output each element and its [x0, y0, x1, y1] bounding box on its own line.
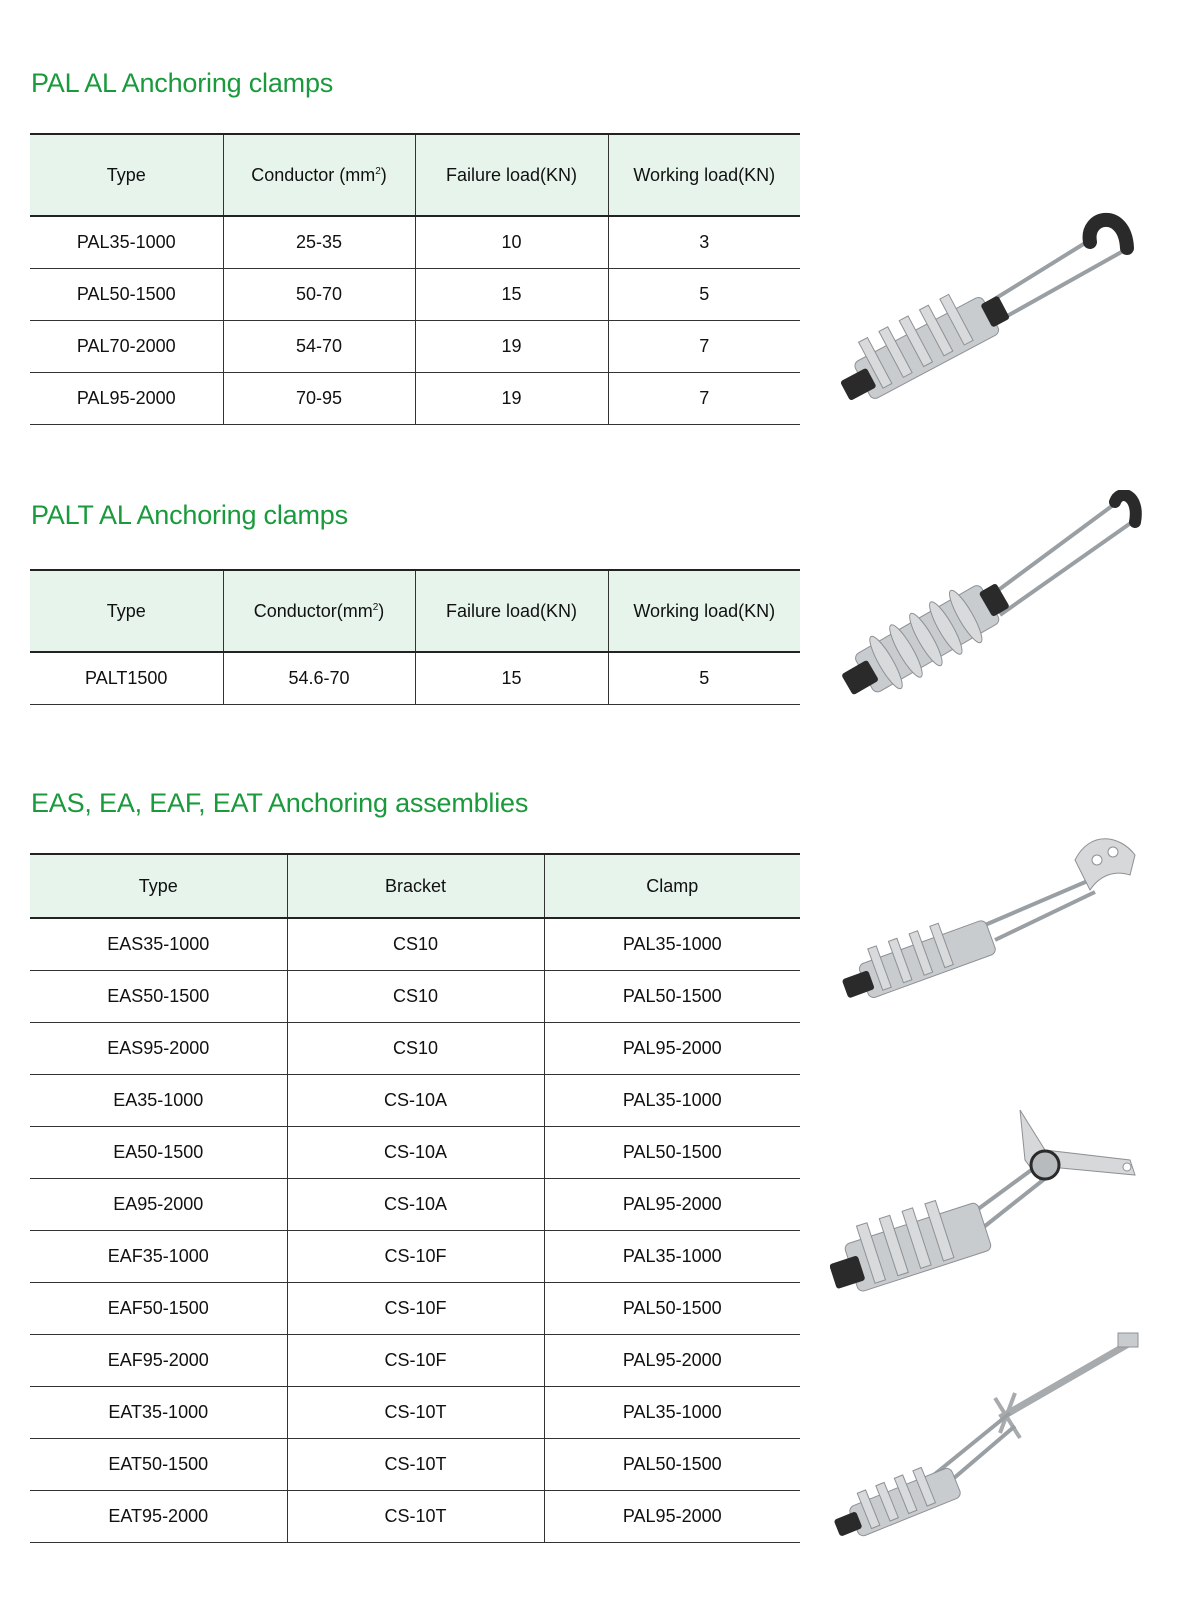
cell-type: EAF50-1500: [30, 1282, 287, 1334]
header-failure-load: Failure load(KN): [415, 134, 608, 216]
cell-clamp: PAL50-1500: [544, 1126, 800, 1178]
cell-bracket: CS-10F: [287, 1230, 544, 1282]
cell-type: EAS35-1000: [30, 918, 287, 970]
cell-clamp: PAL35-1000: [544, 1074, 800, 1126]
header-working-load: Working load(KN): [608, 570, 800, 652]
header-type: Type: [30, 134, 223, 216]
table-row: [30, 918, 800, 970]
cell-clamp: PAL95-2000: [544, 1334, 800, 1386]
cell-working-load: 7: [608, 372, 800, 424]
cell-bracket: CS-10A: [287, 1074, 544, 1126]
cell-bracket: CS-10F: [287, 1282, 544, 1334]
cell-failure-load: 15: [415, 268, 608, 320]
cell-failure-load: 10: [415, 216, 608, 268]
table-row: [30, 1438, 800, 1490]
table-row: [30, 970, 800, 1022]
header-type: Type: [30, 854, 287, 918]
header-working-load: Working load(KN): [608, 134, 800, 216]
cell-bracket: CS-10T: [287, 1386, 544, 1438]
palt-clamp-photo: [835, 490, 1145, 710]
cell-clamp: PAL50-1500: [544, 1438, 800, 1490]
cell-type: EA50-1500: [30, 1126, 287, 1178]
cell-bracket: CS10: [287, 918, 544, 970]
table-row: [30, 372, 800, 424]
cell-conductor: 70-95: [223, 372, 415, 424]
palt-table-body: [30, 652, 800, 704]
cell-type: EAT95-2000: [30, 1490, 287, 1542]
eas-table-body: [30, 918, 800, 1542]
header-clamp: Clamp: [544, 854, 800, 918]
header-conductor: Conductor $(mm^2)$: [223, 134, 415, 216]
eat-assembly-photo: [830, 1328, 1145, 1538]
cell-conductor: 25-35: [223, 216, 415, 268]
pal-spec-table: [30, 133, 800, 425]
cell-working-load: 7: [608, 320, 800, 372]
table-row: [30, 1074, 800, 1126]
header-failure-load: Failure load(KN): [415, 570, 608, 652]
cell-type: PAL50-1500: [30, 268, 223, 320]
table-row: [30, 1230, 800, 1282]
eas-section-title: EAS, EA, EAF, EAT Anchoring assemblies: [31, 788, 529, 818]
cell-working-load: 5: [608, 652, 800, 704]
ea-assembly-photo: [830, 1105, 1145, 1305]
cell-clamp: PAL35-1000: [544, 1230, 800, 1282]
cell-bracket: CS-10A: [287, 1126, 544, 1178]
table-row: [30, 1282, 800, 1334]
cell-working-load: 3: [608, 216, 800, 268]
pal-clamp-photo: [835, 210, 1145, 420]
cell-clamp: PAL95-2000: [544, 1022, 800, 1074]
cell-type: PAL70-2000: [30, 320, 223, 372]
cell-clamp: PAL35-1000: [544, 918, 800, 970]
cell-bracket: CS-10F: [287, 1334, 544, 1386]
cell-clamp: PAL95-2000: [544, 1178, 800, 1230]
pal-section-title: PAL AL Anchoring clamps: [31, 68, 334, 98]
palt-spec-table: [30, 569, 800, 705]
table-row: [30, 216, 800, 268]
table-header-row: [30, 134, 800, 216]
table-row: [30, 1334, 800, 1386]
cell-type: EAS95-2000: [30, 1022, 287, 1074]
cell-type: PAL95-2000: [30, 372, 223, 424]
cell-type: PALT1500: [30, 652, 223, 704]
header-type: Type: [30, 570, 223, 652]
cell-bracket: CS-10T: [287, 1490, 544, 1542]
cell-type: EAS50-1500: [30, 970, 287, 1022]
cell-conductor: 54-70: [223, 320, 415, 372]
table-header-row: [30, 854, 800, 918]
table-row: [30, 320, 800, 372]
cell-type: EAT35-1000: [30, 1386, 287, 1438]
cell-working-load: 5: [608, 268, 800, 320]
table-row: [30, 1178, 800, 1230]
cell-type: EAF95-2000: [30, 1334, 287, 1386]
cell-type: EA95-2000: [30, 1178, 287, 1230]
cell-conductor: 50-70: [223, 268, 415, 320]
cell-failure-load: 15: [415, 652, 608, 704]
header-bracket: Bracket: [287, 854, 544, 918]
palt-section-title: PALT AL Anchoring clamps: [31, 500, 348, 530]
pal-table-body: [30, 216, 800, 424]
cell-clamp: PAL35-1000: [544, 1386, 800, 1438]
header-conductor: $Conductor(mm^2)$: [223, 570, 415, 652]
table-row: [30, 1022, 800, 1074]
cell-conductor: 54.6-70: [223, 652, 415, 704]
cell-type: PAL35-1000: [30, 216, 223, 268]
eas-spec-table: [30, 853, 800, 1543]
cell-clamp: PAL95-2000: [544, 1490, 800, 1542]
cell-failure-load: 19: [415, 320, 608, 372]
cell-bracket: CS10: [287, 970, 544, 1022]
cell-bracket: CS-10T: [287, 1438, 544, 1490]
cell-clamp: PAL50-1500: [544, 1282, 800, 1334]
cell-bracket: CS10: [287, 1022, 544, 1074]
eas-assembly-photo: [835, 830, 1145, 1010]
table-row: [30, 1126, 800, 1178]
cell-failure-load: 19: [415, 372, 608, 424]
cell-type: EAT50-1500: [30, 1438, 287, 1490]
table-row: [30, 1386, 800, 1438]
cell-bracket: CS-10A: [287, 1178, 544, 1230]
table-row: [30, 268, 800, 320]
table-header-row: [30, 570, 800, 652]
cell-type: EAF35-1000: [30, 1230, 287, 1282]
cell-clamp: PAL50-1500: [544, 970, 800, 1022]
table-row: [30, 652, 800, 704]
table-row: [30, 1490, 800, 1542]
cell-type: EA35-1000: [30, 1074, 287, 1126]
